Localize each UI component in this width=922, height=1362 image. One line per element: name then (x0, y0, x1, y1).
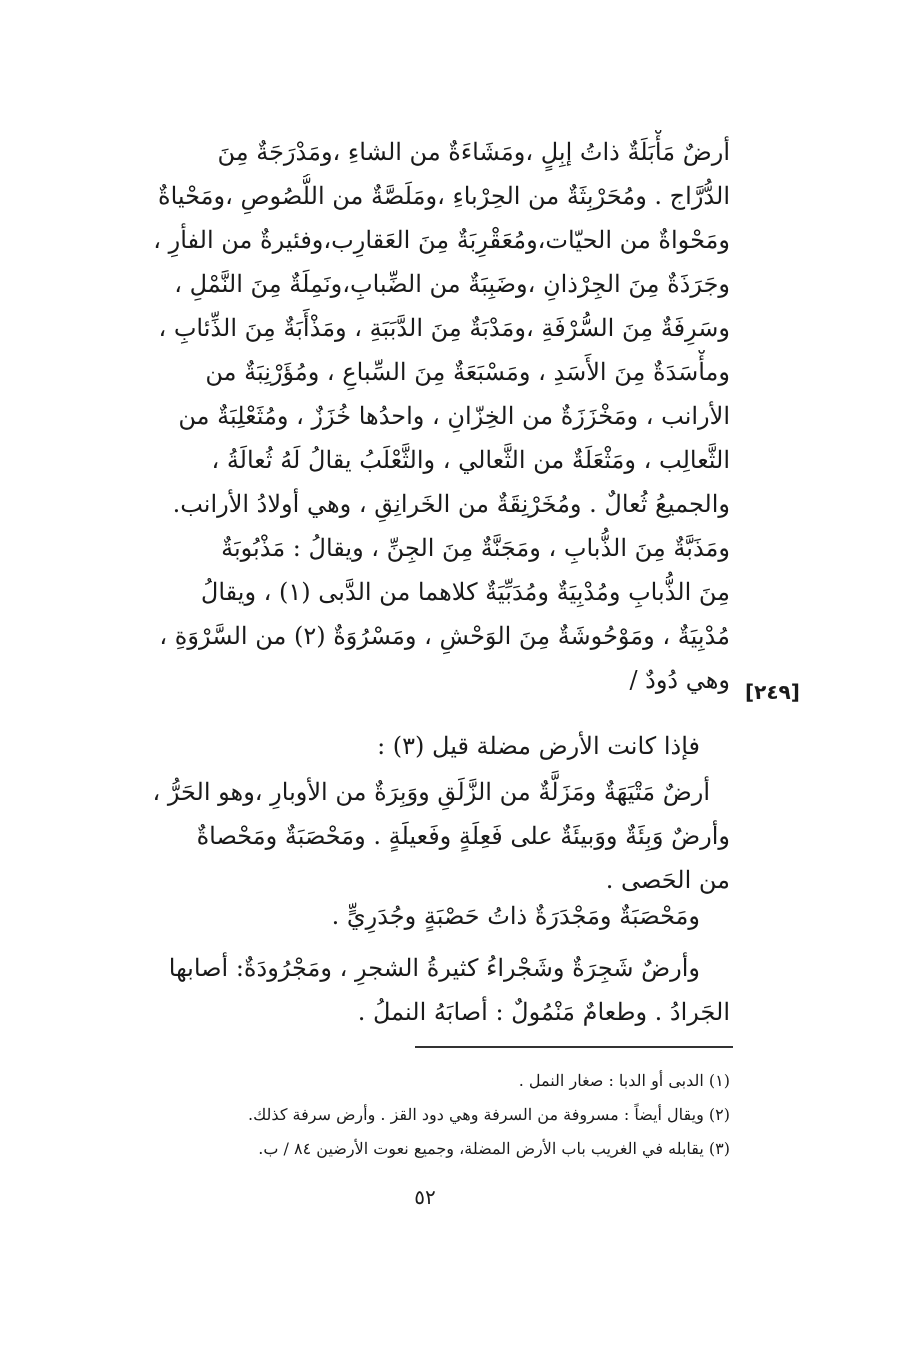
text-line: وجَرَذَةٌ مِنَ الجِرْذانِ ،وضَبِبَةٌ من الضِّبابِ،ونَمِلَةٌ مِنَ النَّمْلِ ، (174, 270, 730, 298)
text-line: الجَرادُ . وطعامٌ مَنْمُولٌ : أصابَهُ النملُ . (357, 998, 730, 1026)
text-line: ومأْسَدَةٌ مِنَ الأَسَدِ ، ومَسْبَعَةٌ مِنَ السِّباعِ ، ومُؤَرْنِبَةٌ من (205, 358, 730, 386)
paragraph-3 (100, 894, 730, 938)
text-line: وأرضٌ شَجِرَةٌ وشَجْراءُ كثيرةُ الشجرِ ، ومَجْرُودَةٌ: أصابها (168, 954, 700, 982)
text-line: الأرانب ، ومَخْزَزَةٌ من الخِزّانِ ، واحدُها خُزَزٌ ، ومُثَعْلِبَةٌ من (178, 402, 730, 430)
paragraph-1 (100, 130, 730, 702)
paragraph-4 (100, 946, 730, 1034)
paragraph-2 (100, 770, 730, 902)
text-line: ومَحْصَبَةٌ ومَجْدَرَةٌ ذاتُ حَصْبَةٍ وجُدَرِيٍّ . (331, 902, 700, 930)
folio-reference: [٢٤٩] (745, 680, 800, 704)
text-line: من الحَصى . (605, 866, 730, 894)
footnote-3: (٣) يقابله في الغريب باب الأرض المضلة، وجميع نعوت الأرضين ٨٤ / ب. (258, 1139, 730, 1158)
text-line: الثَّعالِب ، ومَثْعَلَةٌ من الثَّعالي ، والثَّعْلَبُ يقالُ لَهُ ثُعالَةُ ، (211, 446, 730, 474)
footnote-2: (٢) ويقال أيضاً : مسروفة من السرفة وهي دود القز . وأرض سرفة كذلك. (247, 1105, 730, 1124)
section-heading: فإذا كانت الأرض مضلة قيل (٣) : (377, 732, 700, 760)
text-line: مُدْبِيَةٌ ، ومَوْحُوشَةٌ مِنَ الوَحْشِ ، ومَسْرُوَةٌ (٢) من السَّرْوَةِ ، (159, 622, 730, 650)
text-line: أرضٌ مَأْبَلَةٌ ذاتُ إبِلٍ ،ومَشَاءَةٌ من الشاءِ ،ومَدْرَجَةٌ مِنَ (217, 138, 730, 166)
text-line: ومَذَبَّةٌ مِنَ الذُّبابِ ، ومَجَنَّةٌ مِنَ الجِنِّ ، ويقالُ : مَذْبُوبَةٌ (221, 534, 730, 562)
text-line: وأرضٌ وَبِئَةٌ ووَبيئَةٌ على فَعِلَةٍ وفَعيلَةٍ . ومَحْصَبَةٌ ومَحْصاةٌ (196, 822, 730, 850)
text-line: وهي دُودٌ / (629, 666, 730, 694)
text-line: ومَحْواةٌ من الحيّات،ومُعَقْرِبَةٌ مِنَ العَقارِب،وفئيرةٌ من الفأرِ ، (153, 226, 730, 254)
footnote-1: (١) الدبى أو الدبا : صغار النمل . (518, 1071, 730, 1090)
footnotes (100, 1064, 730, 1166)
text-line: مِنَ الذُّبابِ ومُدْبِيَةٌ ومُدَبِّيَةٌ كلاهما من الدَّبى (١) ، ويقالُ (200, 578, 730, 606)
text-line: الدُّرَّاج . ومُحَرْبِثَةٌ من الحِرْباءِ ،ومَلَصَّةٌ من اللُّصُوصِ ،ومَحْياةٌ (158, 182, 730, 210)
text-line: وسَرِفَةٌ مِنَ السُّرْفَةِ ،ومَدْبَةٌ مِنَ الدَّبَبَةِ ، ومَذْأَبَةٌ مِنَ الذِّئابِ ، (158, 314, 730, 342)
footnote-divider (415, 1046, 733, 1048)
text-line: والجميعُ ثُعالٌ . ومُخَرْنِقَةٌ من الخَرانِقِ ، وهي أولادُ الأرانب. (172, 490, 730, 518)
page-number: ٥٢ (414, 1185, 436, 1209)
text-line: أرضٌ مَتْيَهَةٌ ومَزَلَّةٌ من الزَّلَقِ ووَبِرَةٌ من الأوبارِ ،وهو الحَرُّ ، (152, 778, 710, 806)
